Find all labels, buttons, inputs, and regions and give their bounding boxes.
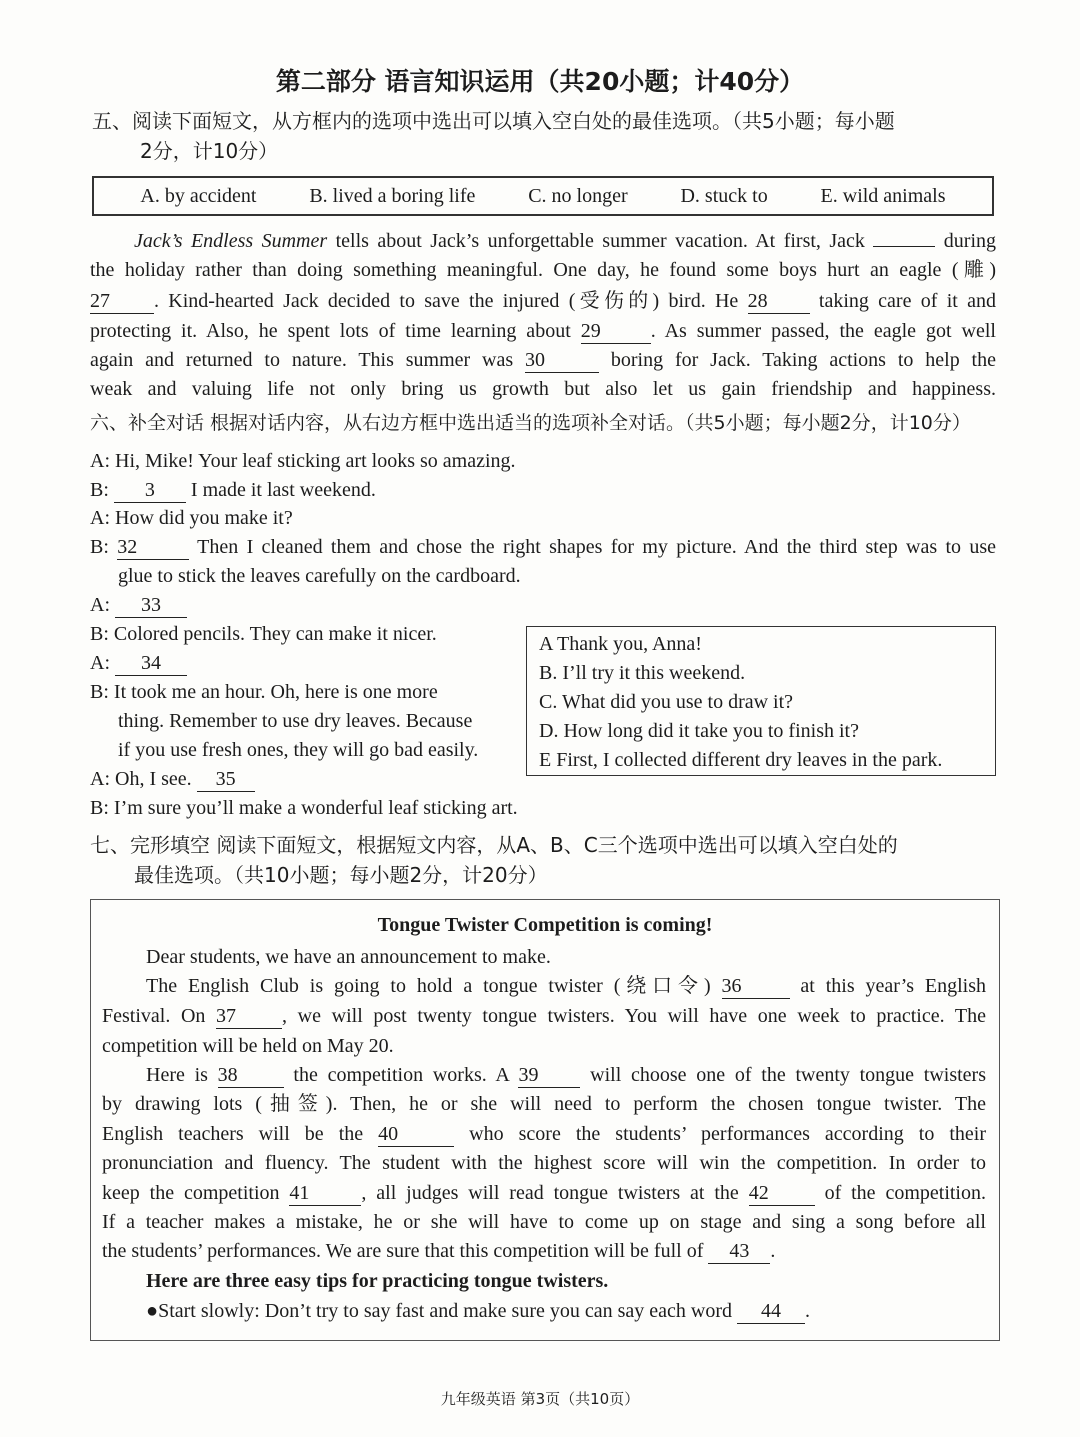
dialog-line-3 bbox=[90, 503, 996, 533]
p-line-2 bbox=[102, 1001, 986, 1031]
tip-text: ●Start slowly: Don’t try to say fast and make sure you can say each word bbox=[146, 1300, 738, 1322]
blank-42[interactable]: 42 bbox=[749, 1181, 815, 1206]
p-line-7: pronunciation and fluency. The student with the highest score will win the competition. In order to bbox=[102, 1152, 986, 1174]
option-c: C. no longer bbox=[528, 184, 628, 207]
choice-c: C. What did you use to draw it? bbox=[539, 691, 794, 713]
dialog-line-10: thing. Remember to use dry leaves. Because bbox=[118, 710, 473, 732]
s5-text: . As summer passed, the eagle got well bbox=[650, 320, 996, 342]
blank-38[interactable]: 38 bbox=[218, 1063, 284, 1088]
blank-29[interactable]: 29 bbox=[581, 319, 651, 344]
section6-heading: 六、补全对话 根据对话内容，从右边方框中选出适当的选项补全对话。（共5小题；每小题2分，计10分） bbox=[90, 412, 971, 434]
choice-d: D. How long did it take you to finish it? bbox=[539, 720, 859, 742]
blank-44[interactable]: 44 bbox=[737, 1299, 805, 1324]
p-line-6 bbox=[102, 1119, 986, 1149]
dialog-line-5: glue to stick the leaves carefully on the cardboard. bbox=[118, 565, 521, 587]
option-a: A. by accident bbox=[140, 184, 257, 207]
blank-34[interactable]: 34 bbox=[115, 651, 187, 676]
section7-heading: 七、完形填空 阅读下面短文，根据短文内容，从A、B、C三个选项中选出可以填入空白处的 bbox=[90, 833, 898, 857]
dialog-text: It took me an hour. Oh, here is one more bbox=[113, 681, 438, 703]
s5-text: boring for Jack. Taking actions to help the bbox=[599, 349, 996, 371]
story-title: Jack’s Endless Summer bbox=[134, 230, 328, 252]
dialog-line-13 bbox=[90, 793, 996, 823]
option-d: D. stuck to bbox=[680, 184, 768, 207]
dialog-line-1 bbox=[90, 446, 996, 476]
s5-line-6: weak and valuing life not only bring us growth but also let us gain friendship and happiness. bbox=[90, 378, 996, 400]
blank-32[interactable]: 32 bbox=[117, 535, 189, 560]
s5-text: taking care of it and bbox=[809, 290, 996, 312]
blank-35[interactable]: 35 bbox=[197, 767, 255, 792]
passage-greeting: Dear students, we have an announcement to make. bbox=[146, 946, 551, 968]
p-line-4 bbox=[146, 1060, 986, 1090]
speaker: A: bbox=[90, 652, 110, 674]
option-b: B. lived a boring life bbox=[309, 184, 476, 207]
speaker: B: bbox=[90, 479, 109, 501]
blank-31[interactable]: 3 bbox=[114, 478, 186, 503]
s5-text: tells about Jack’s unforgettable summer vacation. At first, Jack bbox=[327, 230, 874, 252]
blank-26[interactable] bbox=[873, 246, 935, 247]
speaker: A: bbox=[90, 768, 110, 790]
p-text: , all judges will read tongue twisters at the bbox=[361, 1182, 749, 1204]
section7-heading-cont: 最佳选项。（共10小题；每小题2分，计20分） bbox=[134, 863, 548, 887]
p-line-5: by drawing lots (抽签). Then, he or she will need to perform the chosen tongue twister. The bbox=[102, 1093, 986, 1115]
choice-e: E First, I collected different dry leaves in the park. bbox=[539, 749, 943, 771]
speaker: A: bbox=[90, 594, 110, 616]
p-text: . bbox=[770, 1240, 776, 1262]
p-text: Here is bbox=[146, 1064, 218, 1086]
dialog-text: How did you make it? bbox=[115, 507, 293, 529]
passage-title: Tongue Twister Competition is coming! bbox=[377, 914, 713, 936]
section5-heading-cont: 2分，计10分） bbox=[140, 139, 279, 163]
s5-line-5 bbox=[90, 345, 996, 375]
p-text: at this year’s English bbox=[789, 975, 986, 997]
p-line-3: competition will be held on May 20. bbox=[102, 1035, 394, 1057]
tip-text: . bbox=[805, 1300, 811, 1322]
dialog-line-6 bbox=[90, 590, 996, 620]
choice-a: A Thank you, Anna! bbox=[539, 633, 702, 655]
speaker: B: bbox=[90, 623, 109, 645]
p-text: the students’ performances. We are sure that this competition will be full of bbox=[102, 1240, 709, 1262]
s5-line-3 bbox=[90, 286, 996, 316]
p-line-1 bbox=[146, 971, 986, 1001]
s5-text: again and returned to nature. This summer was bbox=[90, 349, 526, 371]
speaker: B: bbox=[90, 797, 109, 819]
p-text: will choose one of the twenty tongue twisters bbox=[580, 1064, 987, 1086]
section5-heading: 五、阅读下面短文，从方框内的选项中选出可以填入空白处的最佳选项。（共5小题；每小题 bbox=[92, 109, 895, 133]
dialog-text: I’m sure you’ll make a wonderful leaf sticking art. bbox=[113, 797, 518, 819]
p-line-8 bbox=[102, 1178, 986, 1208]
speaker: B: bbox=[90, 536, 109, 558]
blank-39[interactable]: 39 bbox=[518, 1063, 580, 1088]
s5-line-1 bbox=[134, 226, 996, 256]
page-title: 第二部分 语言知识运用（共20小题；计40分） bbox=[275, 67, 805, 96]
tip-1 bbox=[146, 1296, 996, 1326]
blank-28[interactable]: 28 bbox=[748, 289, 810, 314]
dialog-text: I made it last weekend. bbox=[185, 479, 376, 501]
p-text: Festival. On bbox=[102, 1005, 217, 1027]
p-line-10 bbox=[102, 1236, 996, 1266]
section5-option-box bbox=[92, 176, 994, 216]
page-footer: 九年级英语 第3页（共10页） bbox=[440, 1390, 640, 1408]
s5-line-4 bbox=[90, 316, 996, 346]
choice-b: B. I’ll try it this weekend. bbox=[539, 662, 746, 684]
dialog-line-11: if you use fresh ones, they will go bad easily. bbox=[118, 739, 479, 761]
dialog-line-2 bbox=[90, 475, 996, 505]
blank-43[interactable]: 43 bbox=[708, 1239, 770, 1264]
speaker: A: bbox=[90, 450, 110, 472]
s5-line-2: the holiday rather than doing something meaningful. One day, he found some boys hurt an eagle (雕) bbox=[90, 259, 996, 281]
blank-40[interactable]: 40 bbox=[378, 1122, 454, 1147]
p-text: who score the students’ performances according to their bbox=[454, 1123, 986, 1145]
dialog-text: Hi, Mike! Your leaf sticking art looks so amazing. bbox=[115, 450, 516, 472]
dialog-text: Colored pencils. They can make it nicer. bbox=[113, 623, 437, 645]
dialog-text: Then I cleaned them and chose the right shapes for my picture. And the third step was to use bbox=[189, 536, 996, 558]
p-text: of the competition. bbox=[814, 1182, 986, 1204]
speaker: A: bbox=[90, 507, 110, 529]
dialog-text: Oh, I see. bbox=[115, 768, 197, 790]
blank-30[interactable]: 30 bbox=[525, 348, 599, 373]
blank-36[interactable]: 36 bbox=[722, 974, 790, 999]
p-text: , we will post twenty tongue twisters. You will have one week to practice. The bbox=[282, 1005, 986, 1027]
s5-text: protecting it. Also, he spent lots of time learning about bbox=[90, 320, 581, 342]
p-line-9: If a teacher makes a mistake, he or she will have to come up on stage and sing a song before all bbox=[102, 1211, 986, 1233]
speaker: B: bbox=[90, 681, 109, 703]
blank-41[interactable]: 41 bbox=[289, 1181, 361, 1206]
tips-heading: Here are three easy tips for practicing tongue twisters. bbox=[146, 1270, 609, 1292]
option-e: E. wild animals bbox=[820, 184, 946, 207]
p-text: The English Club is going to hold a tongue twister (绕口令) bbox=[146, 975, 722, 997]
p-text: English teachers will be the bbox=[102, 1123, 379, 1145]
s5-text: during bbox=[935, 230, 997, 252]
p-text: the competition works. A bbox=[283, 1064, 519, 1086]
s5-text: . Kind-hearted Jack decided to save the injured (受伤的) bird. He bbox=[154, 290, 748, 312]
blank-33[interactable]: 33 bbox=[115, 593, 187, 618]
blank-27[interactable]: 27 bbox=[90, 289, 154, 314]
section6-choice-box bbox=[526, 626, 996, 776]
blank-37[interactable]: 37 bbox=[216, 1004, 282, 1029]
dialog-line-4 bbox=[90, 532, 996, 562]
p-text: keep the competition bbox=[102, 1182, 290, 1204]
